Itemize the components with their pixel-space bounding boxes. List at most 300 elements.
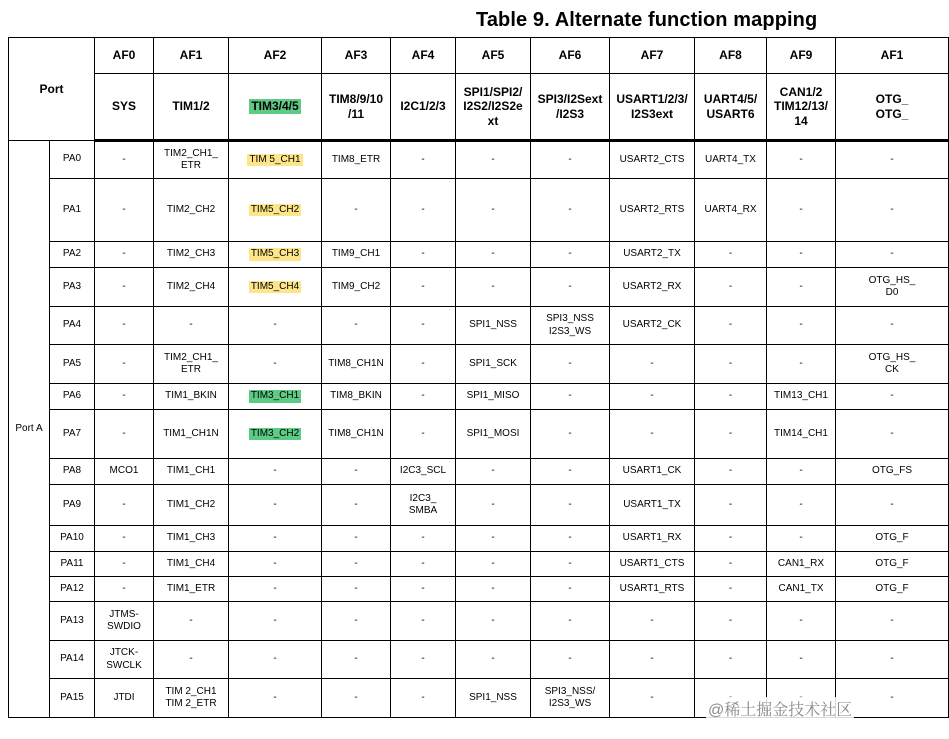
af-cell-text: - bbox=[728, 390, 733, 402]
af-cell-text: - bbox=[189, 614, 193, 626]
af-cell bbox=[836, 268, 949, 307]
af-cell bbox=[391, 410, 456, 459]
af-cell-text: - bbox=[568, 203, 572, 215]
af-cell-text: - bbox=[122, 248, 126, 260]
pin-name: PA6 bbox=[50, 384, 95, 410]
af-cell bbox=[95, 384, 154, 410]
af-cell bbox=[767, 268, 836, 307]
af-cell-text: - bbox=[650, 691, 654, 703]
af-cell bbox=[95, 679, 154, 718]
af-cell-text: - bbox=[799, 532, 803, 544]
af-cell bbox=[695, 552, 767, 577]
af-cell bbox=[391, 485, 456, 526]
af-cell bbox=[531, 641, 610, 679]
af-header-6: AF6 bbox=[531, 38, 610, 74]
af-function-header-9 bbox=[767, 74, 836, 141]
af-cell bbox=[322, 679, 391, 718]
af-cell-text: - bbox=[122, 280, 126, 292]
af-cell bbox=[695, 485, 767, 526]
af-cell-text: - bbox=[491, 280, 495, 292]
af-cell-text: TIM2_CH1_ ETR bbox=[164, 351, 218, 375]
af-cell-text: - bbox=[650, 614, 654, 626]
af-cell bbox=[154, 577, 229, 602]
af-cell-text: - bbox=[728, 582, 733, 594]
af-cell bbox=[767, 526, 836, 552]
af-cell-text: - bbox=[728, 248, 733, 260]
af-cell-text: - bbox=[728, 465, 733, 477]
af-cell-text: USART1_CK bbox=[622, 465, 682, 477]
af-cell-text: - bbox=[568, 427, 572, 439]
af-cell-text: MCO1 bbox=[109, 465, 139, 477]
pin-name: PA13 bbox=[50, 602, 95, 641]
af-cell bbox=[695, 577, 767, 602]
pin-name: PA12 bbox=[50, 577, 95, 602]
af-cell bbox=[391, 679, 456, 718]
af-cell-text: USART2_CK bbox=[622, 319, 682, 331]
af-header-0: AF0 bbox=[95, 38, 154, 74]
af-cell-text: - bbox=[650, 427, 654, 439]
af-cell-text: TIM 5_CH1 bbox=[249, 153, 301, 165]
af-cell-text: USART1_RTS bbox=[619, 582, 685, 594]
af-cell bbox=[391, 552, 456, 577]
pin-name: PA0 bbox=[50, 141, 95, 179]
af-cell bbox=[610, 384, 695, 410]
pin-name: PA3 bbox=[50, 268, 95, 307]
af-cell-text: - bbox=[421, 532, 425, 544]
af-cell-text: TIM8_CH1N bbox=[328, 427, 384, 439]
af-cell-text: TIM9_CH2 bbox=[331, 280, 381, 292]
af-cell-text: SPI1_MOSI bbox=[466, 427, 520, 439]
af-cell-text: - bbox=[799, 319, 803, 331]
af-cell bbox=[836, 242, 949, 268]
af-cell bbox=[456, 602, 531, 641]
af-cell-text: TIM1_CH1 bbox=[166, 465, 216, 477]
af-cell bbox=[95, 179, 154, 242]
af-cell bbox=[610, 526, 695, 552]
af-cell-text: TIM13_CH1 bbox=[774, 390, 828, 402]
af-cell bbox=[456, 268, 531, 307]
af-header-2: AF2 bbox=[229, 38, 322, 74]
af-cell-text: SPI3_NSS/ I2S3_WS bbox=[544, 685, 596, 709]
pin-name: PA9 bbox=[50, 485, 95, 526]
af-cell-text: - bbox=[421, 614, 425, 626]
pin-name: PA14 bbox=[50, 641, 95, 679]
af-cell-text: TIM2_CH2 bbox=[166, 203, 216, 215]
table-row bbox=[9, 141, 949, 179]
af-cell bbox=[229, 179, 322, 242]
af-cell bbox=[322, 345, 391, 384]
af-cell-text: - bbox=[273, 557, 277, 569]
af-cell bbox=[322, 602, 391, 641]
af-cell bbox=[154, 526, 229, 552]
table-row bbox=[9, 526, 949, 552]
af-cell bbox=[229, 410, 322, 459]
af-cell bbox=[767, 141, 836, 179]
af-cell bbox=[95, 268, 154, 307]
af-cell bbox=[456, 410, 531, 459]
af-cell bbox=[322, 526, 391, 552]
af-cell-text: OTG_HS_ CK bbox=[868, 351, 916, 375]
af-cell bbox=[531, 141, 610, 179]
af-cell bbox=[767, 345, 836, 384]
pin-name: PA15 bbox=[50, 679, 95, 718]
af-cell-text: - bbox=[421, 390, 425, 402]
af-cell-text: - bbox=[421, 557, 425, 569]
af-cell bbox=[154, 307, 229, 345]
af-cell bbox=[531, 384, 610, 410]
af-cell bbox=[836, 641, 949, 679]
af-cell-text: - bbox=[273, 614, 277, 626]
af-cell bbox=[391, 526, 456, 552]
af-cell bbox=[229, 384, 322, 410]
af-cell bbox=[767, 485, 836, 526]
af-cell bbox=[610, 410, 695, 459]
af-cell bbox=[767, 179, 836, 242]
af-cell bbox=[391, 179, 456, 242]
af-cell bbox=[610, 179, 695, 242]
af-cell-text: - bbox=[354, 532, 358, 544]
af-cell-text: - bbox=[122, 203, 126, 215]
af-header-1: AF1 bbox=[154, 38, 229, 74]
af-cell-text: - bbox=[189, 653, 193, 665]
af-cell bbox=[610, 641, 695, 679]
port-group-label: Port A bbox=[9, 141, 50, 718]
af-cell-text: - bbox=[273, 357, 277, 369]
af-cell-text: - bbox=[421, 582, 425, 594]
af-cell-text: - bbox=[491, 153, 495, 165]
pin-name: PA1 bbox=[50, 179, 95, 242]
af-cell-text: TIM8_ETR bbox=[331, 153, 381, 165]
af-cell-text: - bbox=[421, 653, 425, 665]
pin-name: PA10 bbox=[50, 526, 95, 552]
af-cell bbox=[154, 179, 229, 242]
af-cell-text: - bbox=[122, 357, 126, 369]
af-cell-text: TIM1_CH3 bbox=[166, 532, 216, 544]
af-cell bbox=[836, 307, 949, 345]
af-cell-text: TIM14_CH1 bbox=[774, 427, 828, 439]
af-cell bbox=[767, 577, 836, 602]
af-cell bbox=[154, 459, 229, 485]
af-cell bbox=[322, 459, 391, 485]
af-cell-text: TIM1_CH2 bbox=[166, 498, 216, 510]
af-cell-text: - bbox=[491, 532, 495, 544]
af-cell-text: - bbox=[354, 557, 358, 569]
af-cell bbox=[695, 459, 767, 485]
af-cell-text: - bbox=[568, 390, 572, 402]
af-cell bbox=[229, 345, 322, 384]
af-cell-text: TIM2_CH1_ ETR bbox=[164, 147, 218, 171]
af-cell bbox=[610, 268, 695, 307]
table-row bbox=[9, 459, 949, 485]
af-cell-text: TIM5_CH3 bbox=[250, 248, 300, 260]
af-cell-text: - bbox=[273, 319, 277, 331]
af-cell-text: - bbox=[568, 153, 572, 165]
af-cell-text: - bbox=[799, 153, 803, 165]
alternate-function-table bbox=[8, 37, 949, 718]
af-cell bbox=[836, 345, 949, 384]
watermark: @稀土掘金技术社区 bbox=[706, 697, 854, 720]
af-cell-text: - bbox=[122, 498, 126, 510]
af-cell-text: - bbox=[122, 319, 126, 331]
af-cell bbox=[95, 242, 154, 268]
af-cell-text: - bbox=[421, 248, 425, 260]
af-function-header-3 bbox=[322, 74, 391, 141]
af-cell bbox=[531, 410, 610, 459]
af-cell bbox=[95, 459, 154, 485]
af-cell-text: - bbox=[568, 248, 572, 260]
pin-name: PA7 bbox=[50, 410, 95, 459]
af-function-label: TIM3/4/5 bbox=[251, 99, 299, 114]
af-cell bbox=[322, 268, 391, 307]
af-cell-text: TIM 2_CH1 TIM 2_ETR bbox=[165, 685, 217, 709]
af-cell-text: TIM8_BKIN bbox=[330, 390, 382, 402]
af-cell-text: CAN1_TX bbox=[778, 582, 824, 594]
af-cell bbox=[767, 307, 836, 345]
af-cell-text: - bbox=[890, 498, 894, 510]
af-cell bbox=[610, 679, 695, 718]
af-cell bbox=[836, 526, 949, 552]
af-cell-text: USART1_TX bbox=[623, 498, 681, 510]
af-cell bbox=[695, 268, 767, 307]
af-cell-text: - bbox=[354, 582, 358, 594]
af-cell-text: JTMS- SWDIO bbox=[107, 608, 141, 632]
af-cell bbox=[456, 641, 531, 679]
af-cell bbox=[391, 141, 456, 179]
af-cell-text: - bbox=[273, 498, 277, 510]
af-header-3: AF3 bbox=[322, 38, 391, 74]
af-cell-text: USART1_RX bbox=[622, 532, 682, 544]
af-cell bbox=[154, 641, 229, 679]
af-cell-text: USART2_RTS bbox=[619, 203, 685, 215]
af-function-label: I2C1/2/3 bbox=[400, 99, 446, 114]
af-cell bbox=[95, 602, 154, 641]
af-cell bbox=[322, 141, 391, 179]
af-cell-text: - bbox=[491, 653, 495, 665]
af-cell-text: - bbox=[421, 427, 425, 439]
af-cell bbox=[456, 526, 531, 552]
af-cell bbox=[836, 410, 949, 459]
af-cell bbox=[531, 179, 610, 242]
af-cell bbox=[456, 577, 531, 602]
table-row bbox=[9, 268, 949, 307]
af-cell-text: - bbox=[273, 532, 277, 544]
pin-name: PA5 bbox=[50, 345, 95, 384]
af-cell-text: - bbox=[122, 427, 126, 439]
table-row bbox=[9, 179, 949, 242]
af-cell-text: TIM8_CH1N bbox=[328, 357, 384, 369]
af-cell bbox=[767, 602, 836, 641]
af-cell bbox=[767, 242, 836, 268]
af-cell bbox=[836, 552, 949, 577]
af-cell-text: - bbox=[728, 557, 733, 569]
af-cell bbox=[95, 577, 154, 602]
af-cell bbox=[95, 307, 154, 345]
af-cell-text: SPI1_MISO bbox=[466, 390, 520, 402]
af-cell-text: - bbox=[890, 203, 894, 215]
af-cell bbox=[154, 345, 229, 384]
af-cell-text: USART2_TX bbox=[623, 248, 681, 260]
af-cell bbox=[154, 242, 229, 268]
af-cell bbox=[456, 459, 531, 485]
af-function-label: SPI1/SPI2/ I2S2/I2S2e xt bbox=[463, 84, 523, 128]
af-cell bbox=[610, 485, 695, 526]
af-function-header-4 bbox=[391, 74, 456, 141]
af-cell bbox=[391, 577, 456, 602]
af-cell bbox=[695, 384, 767, 410]
af-cell-text: - bbox=[890, 248, 894, 260]
af-cell-text: OTG_F bbox=[875, 532, 909, 544]
af-cell-text: TIM3_CH2 bbox=[250, 427, 300, 439]
af-cell bbox=[695, 307, 767, 345]
af-cell-text: TIM5_CH2 bbox=[250, 203, 300, 215]
af-function-header-8 bbox=[695, 74, 767, 141]
af-cell-text: - bbox=[491, 498, 495, 510]
af-header-7: AF7 bbox=[610, 38, 695, 74]
af-cell-text: - bbox=[728, 427, 733, 439]
af-cell bbox=[531, 345, 610, 384]
af-cell bbox=[531, 485, 610, 526]
af-cell bbox=[229, 552, 322, 577]
af-cell-text: - bbox=[122, 557, 126, 569]
af-cell bbox=[154, 679, 229, 718]
af-cell-text: JTCK- SWCLK bbox=[106, 647, 142, 671]
af-function-header-10 bbox=[836, 74, 949, 141]
af-cell bbox=[531, 679, 610, 718]
af-cell bbox=[456, 384, 531, 410]
af-cell-text: - bbox=[421, 280, 425, 292]
af-cell bbox=[695, 141, 767, 179]
af-cell bbox=[322, 577, 391, 602]
af-cell-text: - bbox=[568, 614, 572, 626]
af-function-header-5 bbox=[456, 74, 531, 141]
af-cell-text: - bbox=[890, 319, 894, 331]
af-cell bbox=[391, 242, 456, 268]
af-cell-text: - bbox=[890, 614, 894, 626]
af-cell bbox=[610, 307, 695, 345]
af-function-header-1 bbox=[154, 74, 229, 141]
af-cell-text: - bbox=[799, 498, 803, 510]
af-cell bbox=[322, 410, 391, 459]
af-cell bbox=[767, 384, 836, 410]
af-function-label: OTG_ OTG_ bbox=[875, 91, 909, 121]
af-cell-text: USART2_CTS bbox=[619, 153, 685, 165]
af-cell bbox=[95, 141, 154, 179]
af-cell bbox=[456, 485, 531, 526]
af-cell-text: - bbox=[650, 357, 654, 369]
af-cell-text: TIM2_CH3 bbox=[166, 248, 216, 260]
af-cell bbox=[531, 459, 610, 485]
af-cell bbox=[456, 141, 531, 179]
af-cell bbox=[531, 307, 610, 345]
af-cell bbox=[391, 384, 456, 410]
af-cell bbox=[695, 345, 767, 384]
af-cell bbox=[322, 179, 391, 242]
af-cell bbox=[531, 602, 610, 641]
af-cell bbox=[229, 679, 322, 718]
af-cell-text: UART4_TX bbox=[705, 153, 756, 165]
af-function-header-7 bbox=[610, 74, 695, 141]
af-cell bbox=[95, 410, 154, 459]
af-cell-text: - bbox=[189, 319, 193, 331]
af-cell bbox=[229, 141, 322, 179]
af-cell-text: - bbox=[491, 614, 495, 626]
af-cell bbox=[229, 242, 322, 268]
af-function-header-2 bbox=[229, 74, 322, 141]
table-row bbox=[9, 485, 949, 526]
pin-name: PA11 bbox=[50, 552, 95, 577]
af-cell bbox=[531, 577, 610, 602]
table-row bbox=[9, 242, 949, 268]
af-cell-text: SPI1_NSS bbox=[469, 691, 517, 703]
af-cell-text: TIM3_CH1 bbox=[250, 390, 300, 402]
af-cell-text: - bbox=[799, 614, 803, 626]
af-cell-text: - bbox=[491, 203, 495, 215]
af-function-label: USART1/2/3/ I2S3ext bbox=[616, 91, 688, 121]
af-cell-text: OTG_F bbox=[875, 557, 909, 569]
af-header-10: AF1 bbox=[836, 38, 949, 74]
af-cell bbox=[767, 552, 836, 577]
af-cell bbox=[229, 485, 322, 526]
af-cell-text: - bbox=[568, 465, 572, 477]
af-cell-text: - bbox=[568, 357, 572, 369]
af-cell bbox=[456, 307, 531, 345]
af-cell-text: SPI1_SCK bbox=[469, 357, 517, 369]
af-cell-text: - bbox=[650, 653, 654, 665]
af-cell-text: - bbox=[890, 691, 894, 703]
af-cell bbox=[322, 242, 391, 268]
af-cell-text: - bbox=[890, 153, 894, 165]
af-cell-text: TIM1_CH1N bbox=[163, 427, 219, 439]
af-cell bbox=[95, 641, 154, 679]
af-cell bbox=[154, 485, 229, 526]
af-cell-text: - bbox=[421, 153, 425, 165]
af-cell bbox=[610, 242, 695, 268]
af-cell bbox=[767, 410, 836, 459]
af-header-8: AF8 bbox=[695, 38, 767, 74]
af-cell bbox=[836, 141, 949, 179]
af-cell-text: TIM1_CH4 bbox=[166, 557, 216, 569]
af-cell-text: - bbox=[491, 582, 495, 594]
af-cell-text: - bbox=[728, 653, 733, 665]
af-cell-text: - bbox=[728, 319, 733, 331]
af-cell-text: - bbox=[273, 465, 277, 477]
af-cell-text: OTG_FS bbox=[871, 465, 912, 477]
af-cell bbox=[610, 577, 695, 602]
af-cell-text: - bbox=[728, 357, 733, 369]
af-cell bbox=[695, 410, 767, 459]
table-row bbox=[9, 410, 949, 459]
af-cell-text: - bbox=[728, 614, 733, 626]
af-function-label: UART4/5/ USART6 bbox=[703, 91, 758, 121]
pin-name: PA4 bbox=[50, 307, 95, 345]
af-cell-text: - bbox=[568, 498, 572, 510]
af-cell bbox=[456, 242, 531, 268]
af-cell-text: - bbox=[421, 319, 425, 331]
af-cell bbox=[391, 345, 456, 384]
af-cell bbox=[322, 485, 391, 526]
af-cell bbox=[456, 179, 531, 242]
af-cell-text: TIM9_CH1 bbox=[331, 248, 381, 260]
table-row bbox=[9, 641, 949, 679]
af-cell bbox=[229, 526, 322, 552]
af-cell bbox=[154, 141, 229, 179]
af-cell-text: - bbox=[568, 280, 572, 292]
af-function-label: TIM8/9/10 /11 bbox=[328, 91, 384, 121]
af-cell bbox=[95, 552, 154, 577]
af-cell-text: - bbox=[122, 153, 126, 165]
af-cell bbox=[322, 552, 391, 577]
af-cell-text: TIM1_BKIN bbox=[165, 390, 217, 402]
